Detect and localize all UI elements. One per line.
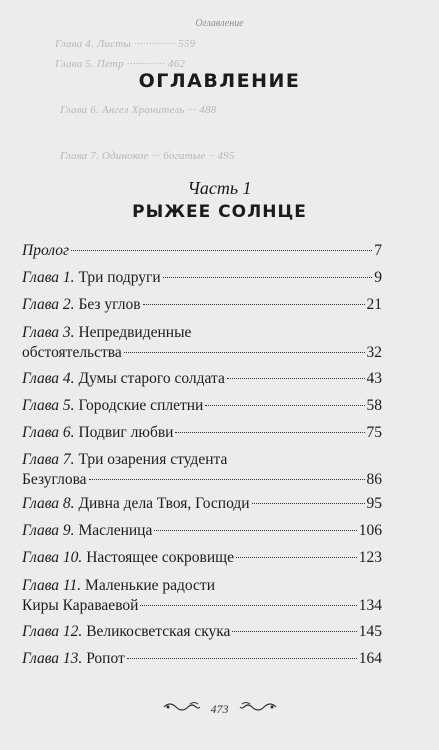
bleed-through-text: Глава 7. Одинокое ··· богатые ·· 495 <box>60 150 235 162</box>
leader-dots <box>236 557 357 558</box>
leader-dots <box>175 432 364 433</box>
leader-dots <box>71 250 372 251</box>
entry-title-line2: обстоятельства <box>22 344 122 361</box>
leader-dots <box>227 378 365 379</box>
entry-title: Три озарения студента <box>78 451 228 468</box>
entry-title: Непредвиденные <box>78 324 192 341</box>
leader-dots <box>127 658 357 659</box>
entry-title: Без углов <box>78 296 141 313</box>
entry-page: 21 <box>366 296 382 313</box>
entry-title-line2: Безуглова <box>22 471 87 488</box>
entry-page: 9 <box>374 269 382 286</box>
toc-entry[interactable] <box>22 450 382 490</box>
toc-entry[interactable] <box>22 576 382 616</box>
right-ornament-icon <box>238 700 278 718</box>
toc-entry[interactable] <box>22 423 382 443</box>
entry-page: 75 <box>366 424 382 441</box>
toc-heading: ОГЛАВЛЕНИЕ <box>138 70 301 92</box>
entry-prefix: Глава 11. <box>22 577 82 594</box>
entry-title: Маленькие радости <box>85 577 216 594</box>
entry-page: 86 <box>366 471 382 488</box>
bleed-through-text: Глава 5. Петр ············· 462 <box>55 58 186 70</box>
entry-title: Городские сплетни <box>78 397 204 414</box>
leader-dots <box>232 631 356 632</box>
leader-dots <box>205 405 364 406</box>
leader-dots <box>124 352 365 353</box>
toc-entry[interactable] <box>22 241 382 261</box>
entry-prefix: Глава 3. <box>22 324 75 341</box>
leader-dots <box>252 503 365 504</box>
part-label: Часть 1 <box>187 178 252 198</box>
entry-title: Три подруги <box>78 269 161 286</box>
entry-title: Подвиг любви <box>78 424 174 441</box>
entry-title: Великосветская скука <box>86 623 231 640</box>
entry-prefix: Глава 6. <box>22 424 75 441</box>
entry-page: 164 <box>358 650 382 667</box>
entry-page: 43 <box>366 370 382 387</box>
running-head: Оглавление <box>195 18 244 29</box>
part-title: РЫЖЕЕ СОЛНЦЕ <box>132 202 307 222</box>
entry-title: Думы старого солдата <box>78 370 225 387</box>
entry-prefix: Глава 2. <box>22 296 75 313</box>
page-number: 473 <box>210 701 229 716</box>
entry-prefix: Глава 9. <box>22 522 75 539</box>
leader-dots <box>143 304 365 305</box>
entry-page: 32 <box>366 344 382 361</box>
toc-entry[interactable] <box>22 295 382 315</box>
toc-entry[interactable] <box>22 548 382 568</box>
leader-dots <box>163 277 373 278</box>
bleed-through-text: Глава 4. Листы ·············· 559 <box>55 38 196 50</box>
entry-prefix: Глава 8. <box>22 495 75 512</box>
left-ornament-icon <box>162 700 202 718</box>
toc-entry[interactable] <box>22 396 382 416</box>
entry-prefix: Глава 13. <box>22 650 83 667</box>
entry-prefix: Глава 4. <box>22 370 75 387</box>
toc-entry[interactable] <box>22 521 382 541</box>
entry-prefix: Глава 7. <box>22 451 75 468</box>
leader-dots <box>154 530 356 531</box>
entry-page: 145 <box>358 623 382 640</box>
entry-title: Пролог <box>22 242 70 259</box>
leader-dots <box>140 605 356 606</box>
entry-page: 134 <box>358 597 382 614</box>
entry-page: 123 <box>358 549 382 566</box>
entry-title: Настоящее сокровище <box>86 549 234 566</box>
entry-title: Дивна дела Твоя, Господи <box>78 495 250 512</box>
entry-page: 106 <box>358 522 382 539</box>
leader-dots <box>89 479 365 480</box>
entry-title: Ропот <box>86 650 125 667</box>
entry-title-line2: Киры Караваевой <box>22 597 139 614</box>
entry-prefix: Глава 1. <box>22 269 75 286</box>
entry-page: 7 <box>374 242 382 259</box>
bleed-through-text: Глава 6. Ангел Хранитель ··· 488 <box>60 104 217 116</box>
toc-entry[interactable] <box>22 649 382 669</box>
toc-entry[interactable] <box>22 323 382 363</box>
page-footer <box>0 700 439 718</box>
toc-entry[interactable] <box>22 494 382 514</box>
toc-entry[interactable] <box>22 268 382 288</box>
toc-entry[interactable] <box>22 622 382 642</box>
entry-page: 58 <box>366 397 382 414</box>
entry-prefix: Глава 5. <box>22 397 75 414</box>
toc-entry[interactable] <box>22 369 382 389</box>
entry-prefix: Глава 12. <box>22 623 83 640</box>
entry-prefix: Глава 10. <box>22 549 83 566</box>
entry-title: Масленица <box>78 522 153 539</box>
entry-page: 95 <box>366 495 382 512</box>
